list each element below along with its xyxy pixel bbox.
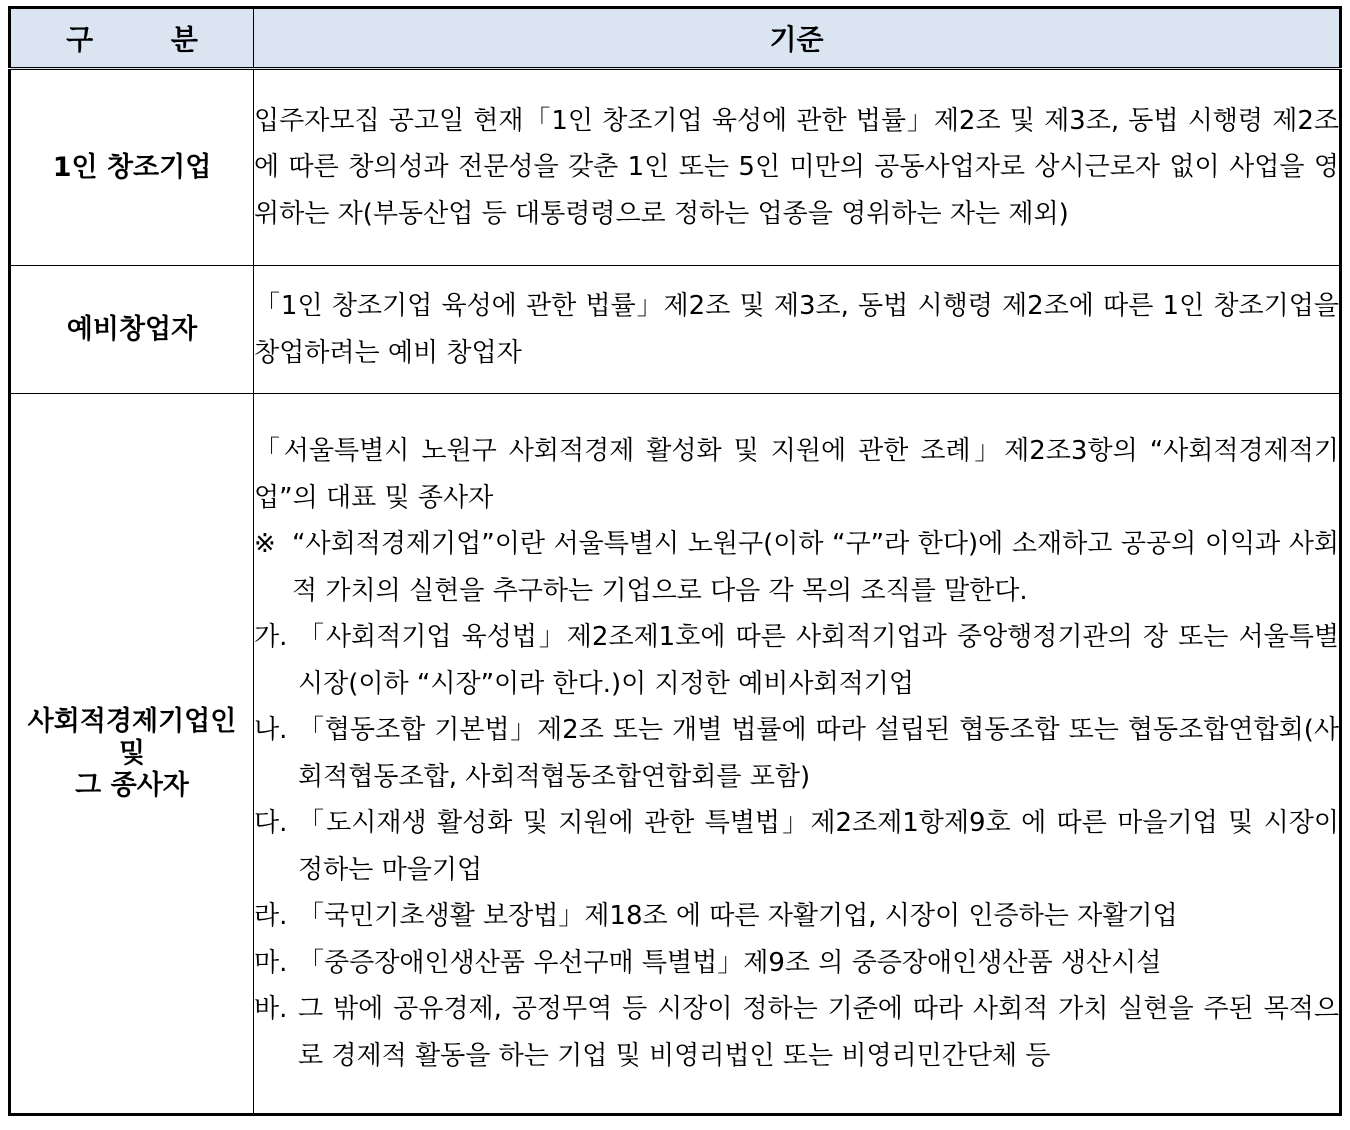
list-item	[254, 893, 1339, 940]
item-mark: 다.	[254, 808, 288, 838]
list-item	[254, 800, 1339, 893]
criteria-text: 입주자모집 공고일 현재「1인 창조기업 육성에 관한 법률」제2조 및 제3조, 동법 시행령 제2조에 따른 창의성과 전문성을 갖춘 1인 또는 5인 미만의 공동사업자로 상시근로자 없이 사업을 영위하는 자(부동산업 등 대통령령으로 정하는 업종을 영위하는 자는 제외)	[254, 105, 1339, 229]
item-mark: 마.	[254, 947, 288, 978]
criteria-cell	[254, 69, 1341, 266]
header-criteria: 기준	[254, 8, 1341, 69]
item-mark: 나.	[254, 715, 288, 745]
item-text: 「국민기초생활 보장법」제18조 에 따른 자활기업, 시장이 인증하는 자활기업	[298, 901, 1178, 931]
criteria-text: 「1인 창조기업 육성에 관한 법률」제2조 및 제3조, 동법 시행령 제2조에 따른 1인 창조기업을 창업하려는 예비 창업자	[254, 291, 1339, 368]
item-text: 「중증장애인생산품 우선구매 특별법」제9조 의 중증장애인생산품 생산시설	[298, 947, 1162, 978]
category-cell	[10, 394, 254, 1115]
item-mark: 바.	[254, 994, 288, 1024]
category-line: 사회적경제기업인 및	[27, 705, 237, 769]
item-text: 「도시재생 활성화 및 지원에 관한 특별법」제2조제1항제9호 에 따른 마을기업 및 시장이 정하는 마을기업	[298, 808, 1339, 885]
table-row	[10, 394, 1341, 1115]
category-cell: 1인 창조기업	[10, 69, 254, 266]
criteria-table	[8, 6, 1342, 1116]
header-row	[10, 8, 1341, 69]
category-cell: 예비창업자	[10, 266, 254, 394]
item-text: 「협동조합 기본법」제2조 또는 개별 법률에 따라 설립된 협동조합 또는 협동조합연합회(사회적협동조합, 사회적협동조합연합회를 포함)	[298, 715, 1339, 792]
list-item	[254, 986, 1339, 1079]
note-text: “사회적경제기업”이란 서울특별시 노원구(이하 “구”라 한다)에 소재하고 공공의 이익과 사회적 가치의 실현을 추구하는 기업으로 다음 각 목의 조직를 말한다.	[292, 529, 1339, 606]
table-row	[10, 266, 1341, 394]
header-category: 구 분	[10, 8, 254, 69]
category-line: 그 종사자	[75, 769, 189, 801]
item-mark: 가.	[254, 622, 288, 652]
item-text: 그 밖에 공유경제, 공정무역 등 시장이 정하는 기준에 따라 사회적 가치 실현을 주된 목적으로 경제적 활동을 하는 기업 및 비영리법인 또는 비영리민간단체 등	[298, 994, 1339, 1071]
criteria-cell	[254, 394, 1341, 1115]
list-item	[254, 614, 1339, 707]
note	[254, 521, 1339, 614]
item-mark: 라.	[254, 901, 288, 931]
list-item	[254, 940, 1339, 987]
item-text: 「사회적기업 육성법」제2조제1호에 따른 사회적기업과 중앙행정기관의 장 또는 서울특별시장(이하 “시장”이라 한다.)이 지정한 예비사회적기업	[298, 622, 1339, 699]
table-row	[10, 69, 1341, 266]
criteria-intro: 「서울특별시 노원구 사회적경제 활성화 및 지원에 관한 조례」제2조3항의 “사회적경제적기업”의 대표 및 종사자	[254, 436, 1339, 513]
criteria-cell	[254, 266, 1341, 394]
note-mark: ※	[254, 529, 276, 559]
list-item	[254, 707, 1339, 800]
